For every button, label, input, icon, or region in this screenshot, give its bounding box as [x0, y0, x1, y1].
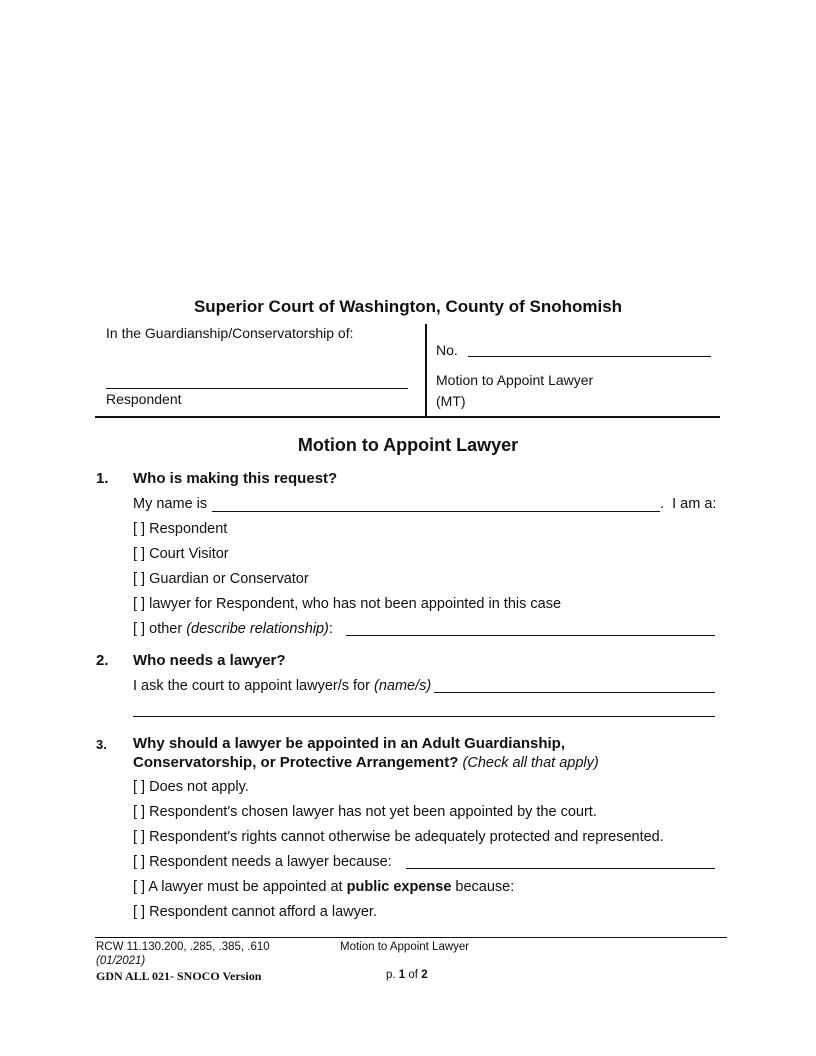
needs-lawyer-reason-field[interactable] — [406, 868, 715, 869]
option-label: Respondent cannot afford a lawyer. — [149, 904, 377, 920]
checkbox[interactable]: [ ] — [133, 804, 146, 820]
checkbox[interactable]: [ ] — [133, 596, 146, 612]
lawyer-names-field-2[interactable] — [133, 716, 715, 717]
checkbox[interactable]: [ ] — [133, 904, 146, 920]
option-label: lawyer for Respondent, who has not been appointed in this case — [149, 596, 562, 612]
option-label: Respondent's chosen lawyer has not yet been appointed by the court. — [149, 804, 597, 820]
page-title: Motion to Appoint Lawyer — [297, 435, 519, 455]
lawyer-names-field[interactable] — [434, 692, 715, 693]
respondent-label: Respondent — [106, 391, 182, 407]
option-hint: (describe relationship) — [186, 621, 329, 637]
name-prefix: My name is — [133, 496, 208, 512]
checkbox[interactable]: [ ] — [133, 829, 146, 845]
case-number-field[interactable] — [468, 356, 711, 357]
case-number-label: No. — [436, 342, 458, 358]
footer-page-number — [386, 969, 428, 981]
caption-bottom-rule — [95, 416, 720, 418]
section-2-number: 2. — [96, 652, 109, 669]
section-3-heading-text: Conservatorship, or Protective Arrangement? — [133, 754, 459, 771]
option-label: Does not apply. — [149, 779, 249, 795]
option-court-visitor[interactable] — [133, 546, 229, 562]
option-respondent[interactable] — [133, 521, 227, 537]
option-label: Court Visitor — [149, 546, 229, 562]
court-heading: Superior Court of Washington, County of Snohomish — [193, 297, 623, 316]
footer-title: Motion to Appoint Lawyer — [340, 941, 470, 953]
caption-form-title: Motion to Appoint Lawyer — [436, 372, 594, 388]
option-colon: : — [328, 621, 333, 637]
option-guardian[interactable] — [133, 571, 309, 587]
section-3-heading-1: Why should a lawyer be appointed in an Adult Guardianship, — [133, 735, 565, 752]
footer-form-id: GDN ALL 021- SNOCO Version — [96, 969, 262, 983]
caption-form-code: (MT) — [436, 393, 466, 409]
matter-label: In the Guardianship/Conservatorship of: — [106, 325, 354, 341]
page-total: 2 — [421, 969, 428, 981]
section-3-heading-2 — [133, 754, 599, 771]
reason-chosen-lawyer[interactable] — [133, 804, 597, 820]
checkbox[interactable]: [ ] — [133, 621, 146, 637]
section-1-heading: Who is making this request? — [133, 470, 338, 487]
section-3-hint: (Check all that apply) — [462, 755, 599, 771]
checkbox[interactable]: [ ] — [133, 854, 146, 870]
footer-rcw: RCW 11.130.200, .285, .385, .610 — [96, 941, 270, 953]
option-label: A lawyer must be appointed at — [148, 879, 343, 895]
section-1-number: 1. — [96, 470, 109, 487]
page-prefix: p. — [386, 969, 396, 981]
section-3-number: 3. — [96, 737, 107, 752]
checkbox[interactable]: [ ] — [133, 521, 146, 537]
caption-divider — [425, 324, 427, 417]
option-label-suffix: because: — [455, 879, 515, 895]
option-label: Respondent — [149, 521, 228, 537]
appoint-text-hint: (name/s) — [373, 678, 432, 694]
reason-does-not-apply[interactable] — [133, 779, 249, 795]
reason-cannot-afford[interactable] — [133, 904, 377, 920]
section-2-heading: Who needs a lawyer? — [133, 652, 286, 669]
option-label: other — [149, 621, 183, 637]
checkbox[interactable]: [ ] — [133, 879, 146, 895]
page-of: of — [408, 969, 418, 981]
footer-rule — [95, 937, 727, 938]
option-lawyer[interactable] — [133, 596, 561, 612]
other-relationship-field[interactable] — [346, 635, 715, 636]
appoint-text-main: I ask the court to appoint lawyer/s for — [133, 678, 370, 694]
option-label-bold: public expense — [346, 879, 452, 895]
reason-needs-lawyer[interactable] — [133, 854, 392, 870]
appoint-text — [133, 678, 431, 694]
name-suffix: . I am a: — [660, 496, 717, 512]
respondent-name-field[interactable] — [106, 388, 408, 389]
option-label: Respondent needs a lawyer because: — [149, 854, 392, 870]
checkbox[interactable]: [ ] — [133, 571, 146, 587]
footer-date: (01/2021) — [96, 955, 146, 967]
reason-public-expense[interactable] — [133, 879, 514, 895]
checkbox[interactable]: [ ] — [133, 779, 146, 795]
checkbox[interactable]: [ ] — [133, 546, 146, 562]
reason-rights-protected[interactable] — [133, 829, 664, 845]
option-label: Respondent's rights cannot otherwise be adequately protected and represented. — [149, 829, 664, 845]
option-other[interactable] — [133, 621, 333, 637]
requester-name-field[interactable] — [212, 511, 660, 512]
page-current: 1 — [398, 969, 406, 981]
option-label: Guardian or Conservator — [149, 571, 309, 587]
